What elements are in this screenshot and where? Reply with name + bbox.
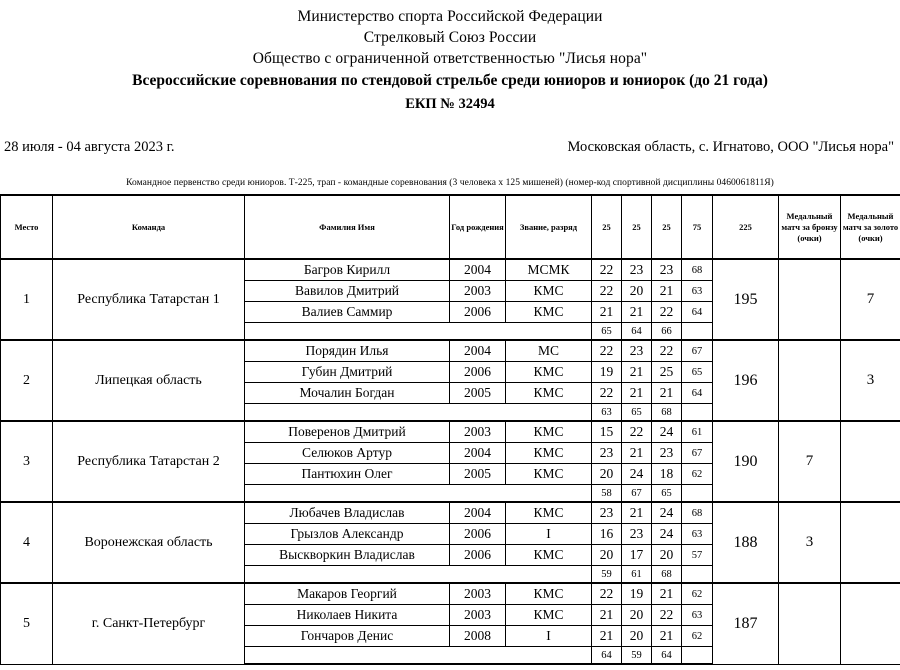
col-header-series-3: 25	[652, 195, 682, 259]
athlete-name: Николаев Никита	[245, 605, 450, 626]
subtotal-spacer-end	[682, 485, 713, 503]
athlete-series-3: 24	[652, 524, 682, 545]
athlete-series-3: 21	[652, 383, 682, 404]
athlete-rank: КМС	[506, 281, 592, 302]
team-place: 2	[1, 340, 53, 421]
athlete-series-1: 22	[592, 583, 622, 605]
athlete-series-2: 23	[622, 259, 652, 281]
athlete-birth-year: 2006	[450, 302, 506, 323]
athlete-sum-75: 64	[682, 383, 713, 404]
team-series-3-total: 64	[652, 647, 682, 665]
athlete-sum-75: 63	[682, 524, 713, 545]
athlete-series-3: 24	[652, 421, 682, 443]
athlete-sum-75: 62	[682, 464, 713, 485]
athlete-name: Поверенов Дмитрий	[245, 421, 450, 443]
athlete-series-1: 21	[592, 626, 622, 647]
athlete-name: Выскворкин Владислав	[245, 545, 450, 566]
athlete-name: Селюков Артур	[245, 443, 450, 464]
athlete-birth-year: 2006	[450, 545, 506, 566]
athlete-birth-year: 2004	[450, 340, 506, 362]
team-series-2-total: 61	[622, 566, 652, 584]
bronze-header-line-2: матч за бронзу	[781, 221, 838, 232]
athlete-birth-year: 2003	[450, 605, 506, 626]
athlete-series-2: 23	[622, 340, 652, 362]
athlete-series-2: 21	[622, 383, 652, 404]
athlete-series-1: 22	[592, 340, 622, 362]
subtotal-spacer-end	[682, 323, 713, 341]
athlete-rank: КМС	[506, 362, 592, 383]
table-row	[1, 502, 900, 524]
team-total-225: 188	[713, 502, 779, 583]
results-table-body	[1, 259, 900, 664]
athlete-series-1: 20	[592, 545, 622, 566]
athlete-name: Мочалин Богдан	[245, 383, 450, 404]
athlete-sum-75: 64	[682, 302, 713, 323]
team-series-3-total: 66	[652, 323, 682, 341]
table-row	[1, 259, 900, 281]
athlete-birth-year: 2005	[450, 464, 506, 485]
athlete-series-1: 23	[592, 443, 622, 464]
athlete-series-3: 18	[652, 464, 682, 485]
athlete-name: Валиев Саммир	[245, 302, 450, 323]
team-place: 4	[1, 502, 53, 583]
col-header-team: Команда	[53, 195, 245, 259]
athlete-series-2: 19	[622, 583, 652, 605]
athlete-series-2: 24	[622, 464, 652, 485]
athlete-series-2: 20	[622, 281, 652, 302]
subtotal-spacer	[245, 647, 592, 665]
athlete-rank: КМС	[506, 583, 592, 605]
col-header-total-225: 225	[713, 195, 779, 259]
bronze-header-line-3: (очки)	[797, 232, 822, 243]
athlete-series-2: 20	[622, 626, 652, 647]
team-gold-match-score	[841, 502, 900, 583]
athlete-series-1: 23	[592, 502, 622, 524]
athlete-sum-75: 65	[682, 362, 713, 383]
subtotal-spacer	[245, 485, 592, 503]
athlete-series-1: 21	[592, 302, 622, 323]
athlete-rank: КМС	[506, 502, 592, 524]
union-line: Стрелковый Союз России	[363, 29, 537, 46]
athlete-series-3: 24	[652, 502, 682, 524]
results-table	[0, 194, 900, 665]
athlete-series-3: 23	[652, 259, 682, 281]
athlete-rank: КМС	[506, 443, 592, 464]
table-row	[1, 340, 900, 362]
athlete-series-3: 21	[652, 281, 682, 302]
athlete-series-1: 22	[592, 281, 622, 302]
athlete-sum-75: 67	[682, 340, 713, 362]
athlete-series-1: 21	[592, 605, 622, 626]
team-gold-match-score	[841, 421, 900, 502]
team-series-1-total: 58	[592, 485, 622, 503]
athlete-series-2: 21	[622, 362, 652, 383]
team-series-2-total: 59	[622, 647, 652, 665]
event-meta	[0, 115, 900, 156]
athlete-rank: I	[506, 626, 592, 647]
team-place: 1	[1, 259, 53, 340]
team-series-1-total: 65	[592, 323, 622, 341]
team-gold-match-score	[841, 583, 900, 664]
athlete-series-3: 21	[652, 626, 682, 647]
results-table-head	[1, 195, 900, 259]
athlete-name: Грызлов Александр	[245, 524, 450, 545]
team-series-1-total: 64	[592, 647, 622, 665]
athlete-series-3: 25	[652, 362, 682, 383]
team-series-3-total: 68	[652, 566, 682, 584]
athlete-birth-year: 2008	[450, 626, 506, 647]
athlete-name: Багров Кирилл	[245, 259, 450, 281]
team-bronze-match-score: 3	[779, 502, 841, 583]
athlete-series-1: 19	[592, 362, 622, 383]
subtotal-spacer-end	[682, 404, 713, 422]
col-header-birth-year: Год рождения	[450, 195, 506, 259]
team-place: 3	[1, 421, 53, 502]
team-name: Липецкая область	[53, 340, 245, 421]
event-location: Московская область, с. Игнатово, ООО "Лисья нора"	[567, 139, 894, 155]
subtotal-spacer-end	[682, 566, 713, 584]
athlete-birth-year: 2004	[450, 443, 506, 464]
athlete-sum-75: 62	[682, 583, 713, 605]
athlete-series-3: 22	[652, 302, 682, 323]
event-title: Всероссийские соревнования по стендовой стрельбе среди юниоров и юниорок (до 21 года)	[132, 72, 768, 89]
athlete-name: Пантюхин Олег	[245, 464, 450, 485]
team-series-2-total: 64	[622, 323, 652, 341]
team-name: г. Санкт-Петербург	[53, 583, 245, 664]
athlete-sum-75: 68	[682, 502, 713, 524]
team-gold-match-score: 3	[841, 340, 900, 421]
table-row	[1, 583, 900, 605]
team-total-225: 196	[713, 340, 779, 421]
team-total-225: 195	[713, 259, 779, 340]
athlete-rank: КМС	[506, 302, 592, 323]
team-bronze-match-score	[779, 340, 841, 421]
athlete-sum-75: 61	[682, 421, 713, 443]
athlete-sum-75: 63	[682, 281, 713, 302]
col-header-athlete: Фамилия Имя	[245, 195, 450, 259]
athlete-series-1: 16	[592, 524, 622, 545]
athlete-series-2: 21	[622, 302, 652, 323]
athlete-birth-year: 2005	[450, 383, 506, 404]
athlete-sum-75: 57	[682, 545, 713, 566]
athlete-series-3: 23	[652, 443, 682, 464]
athlete-sum-75: 68	[682, 259, 713, 281]
athlete-series-3: 20	[652, 545, 682, 566]
athlete-rank: КМС	[506, 545, 592, 566]
athlete-series-2: 23	[622, 524, 652, 545]
ministry-line: Министерство спорта Российской Федерации	[297, 8, 603, 25]
athlete-birth-year: 2003	[450, 421, 506, 443]
athlete-sum-75: 63	[682, 605, 713, 626]
subtotal-spacer	[245, 566, 592, 584]
document-masthead	[0, 0, 900, 115]
team-series-3-total: 68	[652, 404, 682, 422]
team-total-225: 190	[713, 421, 779, 502]
team-bronze-match-score: 7	[779, 421, 841, 502]
gold-header-line-3: (очки)	[858, 232, 883, 243]
athlete-sum-75: 67	[682, 443, 713, 464]
athlete-birth-year: 2003	[450, 583, 506, 605]
team-series-1-total: 63	[592, 404, 622, 422]
col-header-rank: Звание, разряд	[506, 195, 592, 259]
athlete-series-3: 21	[652, 583, 682, 605]
team-series-3-total: 65	[652, 485, 682, 503]
athlete-birth-year: 2004	[450, 502, 506, 524]
team-name: Республика Татарстан 2	[53, 421, 245, 502]
event-dates: 28 июля - 04 августа 2023 г.	[4, 139, 175, 155]
athlete-series-3: 22	[652, 340, 682, 362]
team-series-1-total: 59	[592, 566, 622, 584]
athlete-name: Вавилов Дмитрий	[245, 281, 450, 302]
gold-header-line-1: Медальный	[847, 210, 894, 221]
athlete-series-1: 20	[592, 464, 622, 485]
ekp-number: ЕКП № 32494	[405, 96, 495, 112]
col-header-series-2: 25	[622, 195, 652, 259]
discipline-caption: Командное первенство среди юниоров. Т-225, трап - командные соревнования (3 человека х 125 мишеней) (номер-код спортивной дисциплины 0460061811Я)	[126, 178, 774, 188]
organizer-line: Общество с ограниченной ответственностью "Лисья нора"	[252, 50, 648, 67]
athlete-series-1: 15	[592, 421, 622, 443]
col-header-sum-75: 75	[682, 195, 713, 259]
team-total-225: 187	[713, 583, 779, 664]
athlete-birth-year: 2006	[450, 524, 506, 545]
team-bronze-match-score	[779, 583, 841, 664]
athlete-rank: I	[506, 524, 592, 545]
team-series-2-total: 67	[622, 485, 652, 503]
team-name: Республика Татарстан 1	[53, 259, 245, 340]
athlete-series-2: 22	[622, 421, 652, 443]
athlete-series-1: 22	[592, 383, 622, 404]
athlete-series-3: 22	[652, 605, 682, 626]
athlete-series-2: 20	[622, 605, 652, 626]
col-header-place: Место	[1, 195, 53, 259]
athlete-rank: КМС	[506, 383, 592, 404]
athlete-series-2: 21	[622, 443, 652, 464]
athlete-birth-year: 2004	[450, 259, 506, 281]
table-row	[1, 421, 900, 443]
athlete-name: Макаров Георгий	[245, 583, 450, 605]
col-header-bronze-match	[779, 195, 841, 259]
athlete-sum-75: 62	[682, 626, 713, 647]
athlete-birth-year: 2006	[450, 362, 506, 383]
athlete-series-1: 22	[592, 259, 622, 281]
subtotal-spacer	[245, 404, 592, 422]
team-place: 5	[1, 583, 53, 664]
team-gold-match-score: 7	[841, 259, 900, 340]
athlete-rank: КМС	[506, 464, 592, 485]
subtotal-spacer	[245, 323, 592, 341]
subtotal-spacer-end	[682, 647, 713, 665]
header-row	[1, 195, 900, 259]
team-bronze-match-score	[779, 259, 841, 340]
gold-header-line-2: матч за золото	[842, 221, 899, 232]
bronze-header-line-1: Медальный	[786, 210, 833, 221]
athlete-series-2: 17	[622, 545, 652, 566]
athlete-name: Губин Дмитрий	[245, 362, 450, 383]
athlete-rank: КМС	[506, 605, 592, 626]
col-header-series-1: 25	[592, 195, 622, 259]
athlete-name: Порядин Илья	[245, 340, 450, 362]
team-series-2-total: 65	[622, 404, 652, 422]
athlete-series-2: 21	[622, 502, 652, 524]
athlete-rank: КМС	[506, 421, 592, 443]
athlete-rank: МС	[506, 340, 592, 362]
athlete-birth-year: 2003	[450, 281, 506, 302]
col-header-gold-match	[841, 195, 900, 259]
athlete-name: Любачев Владислав	[245, 502, 450, 524]
team-name: Воронежская область	[53, 502, 245, 583]
athlete-name: Гончаров Денис	[245, 626, 450, 647]
athlete-rank: МСМК	[506, 259, 592, 281]
